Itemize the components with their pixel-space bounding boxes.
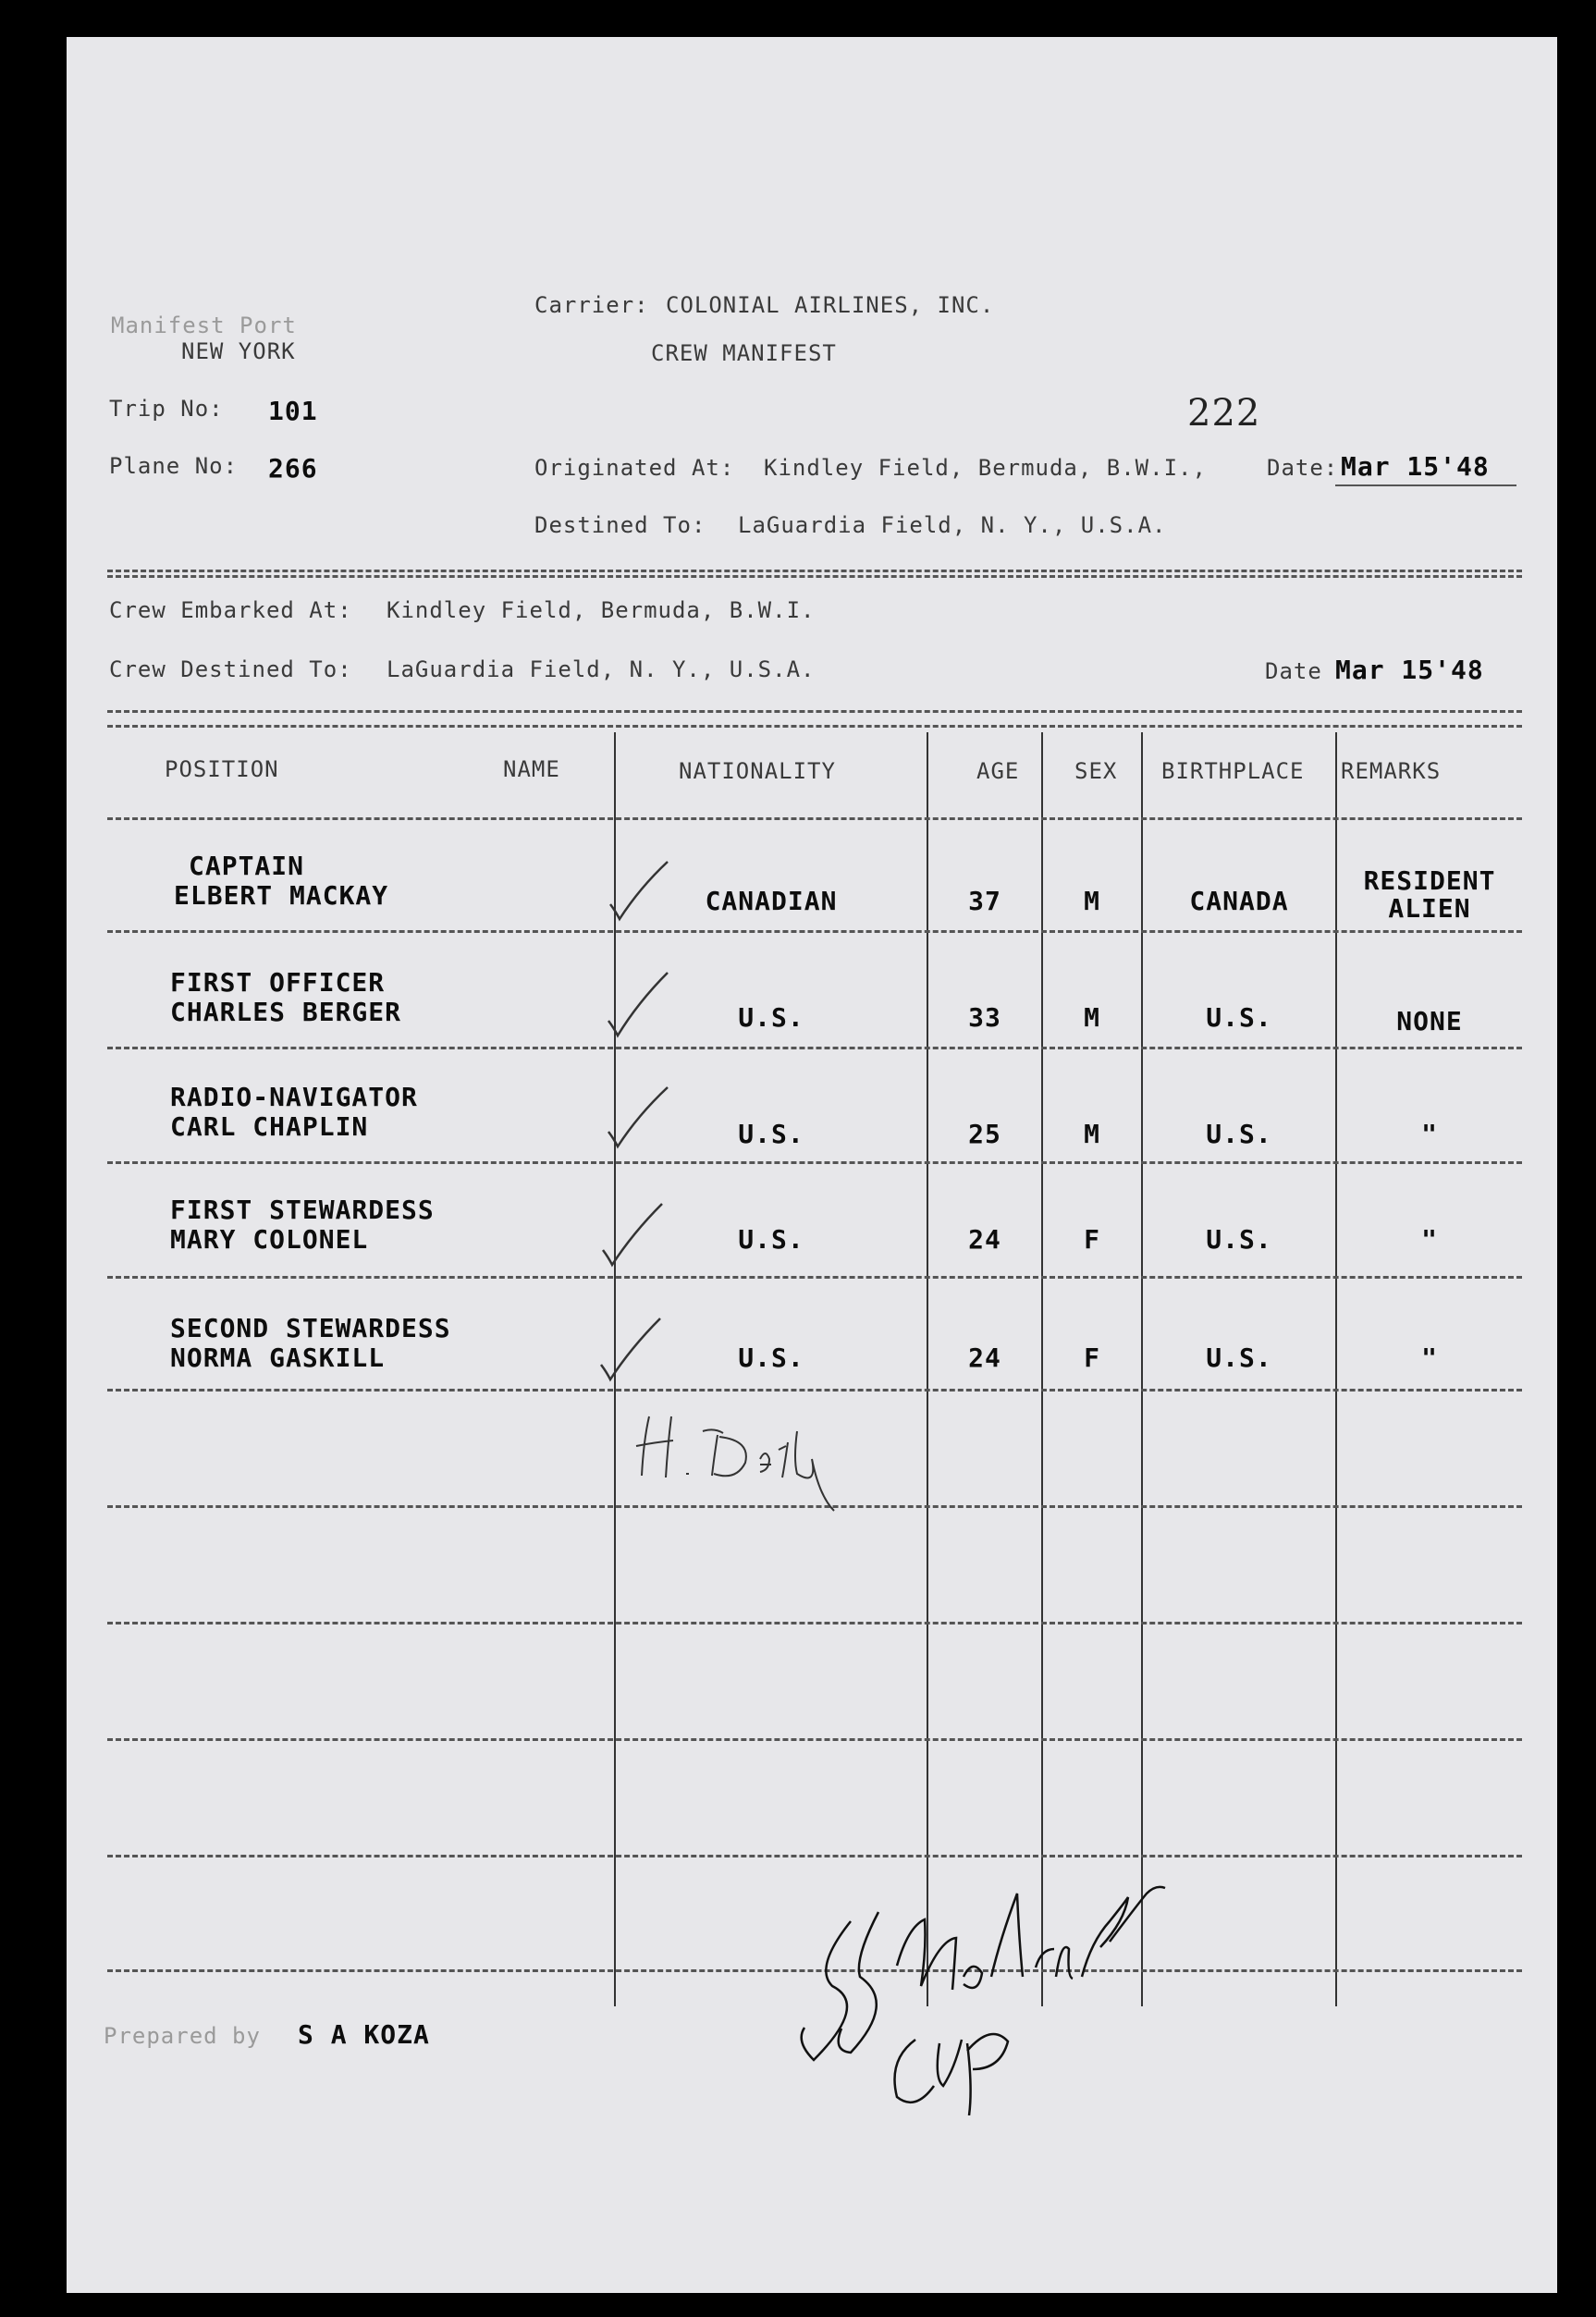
check-mark-icon <box>601 962 721 1063</box>
prepared-by-value: S A KOZA <box>298 2019 430 2050</box>
column-header-name: NAME <box>503 756 560 782</box>
row-divider <box>107 1276 1522 1279</box>
column-header-remarks: REMARKS <box>1341 758 1442 784</box>
cell-nationality: U.S. <box>738 1224 804 1255</box>
column-header-sex: SEX <box>1074 758 1118 784</box>
date-label: Date: <box>1267 455 1339 481</box>
cell-nationality: U.S. <box>738 1119 804 1149</box>
date-value: Mar 15'48 <box>1341 451 1490 482</box>
column-header-nationality: NATIONALITY <box>679 758 836 784</box>
cell-birthplace: U.S. <box>1206 1342 1272 1373</box>
divider <box>107 725 1522 728</box>
check-mark-icon <box>592 1195 712 1296</box>
originated-value: Kindley Field, Bermuda, B.W.I., <box>764 455 1207 481</box>
cell-age: 25 <box>968 1119 1001 1149</box>
row-divider <box>107 930 1522 933</box>
row-divider <box>107 1047 1522 1049</box>
cell-birthplace: U.S. <box>1206 1119 1272 1149</box>
check-mark-icon <box>601 1080 721 1182</box>
plane-value: 266 <box>268 453 318 484</box>
cell-remarks: " <box>1421 1119 1438 1149</box>
cell-name: CHARLES BERGER <box>170 997 402 1027</box>
destined-value: LaGuardia Field, N. Y., U.S.A. <box>738 512 1167 538</box>
cell-name: ELBERT MACKAY <box>174 880 389 911</box>
plane-label: Plane No: <box>109 453 239 479</box>
cell-remarks: NONE <box>1396 1006 1463 1036</box>
destined-label: Destined To: <box>534 512 706 538</box>
cell-birthplace: U.S. <box>1206 1224 1272 1255</box>
divider <box>107 570 1522 572</box>
cell-position: FIRST OFFICER <box>170 967 386 998</box>
crew-embarked-label: Crew Embarked At: <box>109 597 352 623</box>
cell-position: SECOND STEWARDESS <box>170 1313 451 1343</box>
cell-age: 37 <box>968 886 1001 916</box>
originated-label: Originated At: <box>534 455 735 481</box>
check-mark-icon <box>603 851 723 952</box>
cell-sex: F <box>1084 1342 1100 1373</box>
cell-position: FIRST STEWARDESS <box>170 1195 435 1225</box>
row-divider <box>107 1161 1522 1164</box>
crew-date-label: Date <box>1265 658 1322 684</box>
manifest-port-value: NEW YORK <box>181 338 296 364</box>
cell-age: 24 <box>968 1342 1001 1373</box>
cell-name: MARY COLONEL <box>170 1224 369 1255</box>
date-underline <box>1335 484 1516 486</box>
cell-remarks: RESIDENT <box>1363 865 1496 896</box>
crew-destined-value: LaGuardia Field, N. Y., U.S.A. <box>387 656 816 682</box>
manifest-page <box>67 37 1557 2293</box>
cell-nationality: U.S. <box>738 1002 804 1033</box>
divider <box>107 710 1522 713</box>
manifest-port-label: Manifest Port <box>111 313 297 338</box>
column-header-birthplace: BIRTHPLACE <box>1161 758 1305 784</box>
cell-age: 33 <box>968 1002 1001 1033</box>
row-divider <box>107 817 1522 820</box>
carrier-value: COLONIAL AIRLINES, INC. <box>666 292 995 318</box>
cell-position: CAPTAIN <box>189 851 305 881</box>
column-header-age: AGE <box>976 758 1020 784</box>
cell-position: RADIO-NAVIGATOR <box>170 1082 418 1112</box>
cell-sex: M <box>1084 886 1100 916</box>
crew-embarked-value: Kindley Field, Bermuda, B.W.I. <box>387 597 816 623</box>
prepared-by-label: Prepared by <box>104 2023 261 2049</box>
cell-sex: F <box>1084 1224 1100 1255</box>
document-title: CREW MANIFEST <box>651 340 837 366</box>
page-number: 222 <box>1187 392 1261 435</box>
cell-birthplace: U.S. <box>1206 1002 1272 1033</box>
trip-value: 101 <box>268 396 318 426</box>
captain-signature <box>758 1838 1313 2115</box>
cell-sex: M <box>1084 1002 1100 1033</box>
row-divider <box>107 1738 1522 1741</box>
divider <box>107 575 1522 578</box>
cell-remarks: ALIEN <box>1388 893 1471 924</box>
cell-nationality: CANADIAN <box>705 886 838 916</box>
cell-remarks: " <box>1421 1224 1438 1255</box>
row-divider <box>107 1622 1522 1624</box>
carrier-label: Carrier: <box>534 292 649 318</box>
column-header-position: POSITION <box>165 756 279 782</box>
cell-birthplace: CANADA <box>1189 886 1289 916</box>
cell-name: CARL CHAPLIN <box>170 1111 369 1142</box>
crew-destined-label: Crew Destined To: <box>109 656 352 682</box>
cell-remarks: " <box>1421 1342 1438 1373</box>
crew-date-value: Mar 15'48 <box>1335 655 1484 685</box>
cell-sex: M <box>1084 1119 1100 1149</box>
cell-nationality: U.S. <box>738 1342 804 1373</box>
trip-label: Trip No: <box>109 396 224 422</box>
inspector-initials-signature <box>621 1394 880 1514</box>
cell-age: 24 <box>968 1224 1001 1255</box>
row-divider <box>107 1389 1522 1391</box>
cell-name: NORMA GASKILL <box>170 1342 386 1373</box>
